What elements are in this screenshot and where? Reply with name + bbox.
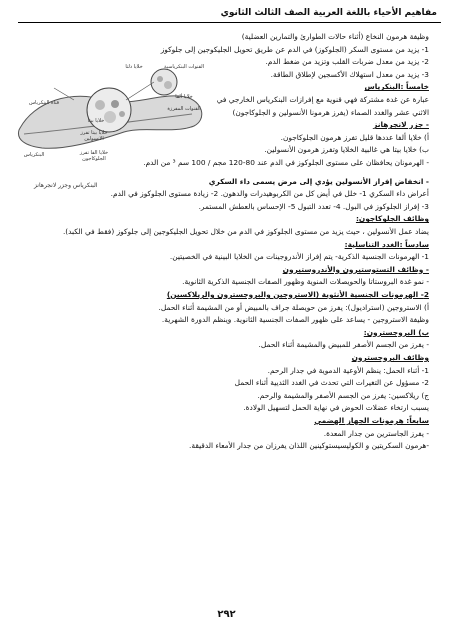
text-line: - وظائف التستوستيرون والأندروستيرون: [282, 264, 429, 274]
figure-label: خلايا بيتا: [87, 118, 105, 124]
page-number: ٢٩٢: [217, 609, 236, 620]
text-line: يسبب ارتخاء عضلات الحوض في نهاية الحمل لتسهيل الولادة.: [243, 403, 429, 413]
text-line: وظيفة هرمون النخاع (أثناء حالات الطوارئ والتمارين العضلية): [241, 32, 429, 41]
header-divider: [18, 22, 441, 23]
text-line: 1- الهرمونات الجنسية الذكرية- يتم إفراز الأندروجينات من الخلايا البينية في الخصيتين.: [169, 252, 429, 262]
text-line: - نمو غدة البروستاتا والحويصلات المنوية وظهور الصفات الجنسية الذكرية الثانوية.: [182, 277, 429, 287]
figure-label: خلايا دلتا: [125, 64, 143, 70]
text-line: - يفرز من الجسم الأصفر للمبيض والمشيمة أثناء الحمل.: [258, 340, 429, 350]
text-line: - الهرمونان يحافظان على مستوى الجلوكوز في الدم عند 80-120 مجم / 100 سم ³ من الدم.: [143, 158, 429, 167]
text-line: أ) خلايا ألفا عددها قليل تفرز هرمون الجلوكاجون.: [280, 132, 429, 142]
figure-label: البنكرياس: [23, 152, 45, 158]
text-line: وظيفة الاستروجين - يساعد على ظهور الصفات الجنسية الثانوية. وينظم الدورة الشهرية.: [161, 315, 429, 325]
text-line: -هرمون السكريتين و الكوليسيستوكينين اللذان يفرزان من جدار الأمعاء الدقيقة.: [189, 441, 429, 451]
text-line: أعراض داء السكري 1- خلل في أيض كل من الكربوهيدرات والدهون. 2- زيادة مستوى الجلوكوز في الدم.: [110, 189, 429, 199]
text-line: 2- مسؤول عن التغيرات التي تحدث في الغدد الثديية أثناء الحمل: [234, 378, 429, 388]
text-line: سادساً :الغدد التناسلية:: [344, 239, 429, 249]
text-line: خامساً :البنكرياس: [364, 82, 429, 92]
text-line: ج) ريلاكسين: يفرز من الجسم الأصفر والمشيمة والرحم.: [257, 390, 429, 400]
figure-label: خلايا بيتا تفرز الانسولين: [80, 130, 108, 142]
text-line: 1- أثناء الحمل: ينظم الأوعية الدموية في جدار الرحم.: [267, 365, 429, 375]
text-line: وظائف الجلوكاجون:: [355, 214, 429, 224]
figure-label: القنوات المفرزة: [167, 106, 201, 112]
text-line: 1- يزيد من مستوى السكر (الجلوكوز) في الدم عن طريق تحويل الجليكوجين إلى جلوكوز: [160, 44, 429, 54]
text-line: 3- يزيد من معدل استهلاك الأكسجين لإطلاق الطاقة.: [270, 69, 429, 79]
figure-caption: البنكرياس وجزر لانجرهانز: [34, 182, 98, 189]
figure-label: قناة البنكرياس: [28, 100, 60, 106]
text-line: 2- يزيد من معدل ضربات القلب وتزيد من ضغط الدم.: [265, 57, 429, 67]
figure-label: خلايا الفا تفرز الجلوكاجون: [79, 150, 109, 162]
text-line: يضاد عمل الأنسولين ، حيث يزيد من مستوى الجلوكوز في الدم من خلال تحويل الجليكوجين إلى جلوكوز (فقط في الكبد).: [62, 227, 429, 236]
text-line: ب) البروجسترون:: [363, 327, 429, 337]
page-header-title: مفاهيم الأحياء باللغة العربية الصف الثالث الثانوي: [220, 8, 437, 18]
text-line: سابعاً: هرمونات الجهاز الهضمي: [314, 416, 429, 425]
text-line: - جزر لانجرهانز: [373, 120, 429, 130]
text-line: عبارة عن غدة مشتركة فهي قنوية مع إفرازات البنكرياس الخارجي في: [216, 95, 429, 104]
text-line: أ) الاستروجين (استراديول): يفرز من حويصلة جراف بالمبيض أو من المشيمة أثناء الحمل.: [158, 302, 429, 312]
text-line: - انخفاض إفراز الأنسولين يؤدي إلى مرض يسمى داء السكري: [208, 176, 429, 186]
text-line: 2- الهرمونات الجنسية الأنثوية (الاستروجين والبروجسترون والريلاكسين): [166, 290, 429, 299]
text-line: وظائف البروجسترون: [351, 353, 429, 362]
text-line: - يفرز الجاسترين من جدار المعدة.: [323, 428, 429, 438]
figure-label: القنوات البنكرياسية: [164, 64, 204, 70]
text-line: الاثني عشر والغدد الصماء (يفرز هرمونا الأنسولين و الجلوكاجون): [232, 107, 429, 117]
figure-label: خلايا ألفا: [175, 94, 193, 100]
text-line: ب) خلايا بيتا هي غالبية الخلايا وتفرز هرمون الأنسولين.: [264, 145, 429, 155]
text-line: 3- إفراز الجلوكوز في البول. 4- تعدد التبول 5- الإحساس بالعطش المستمر.: [198, 201, 429, 211]
